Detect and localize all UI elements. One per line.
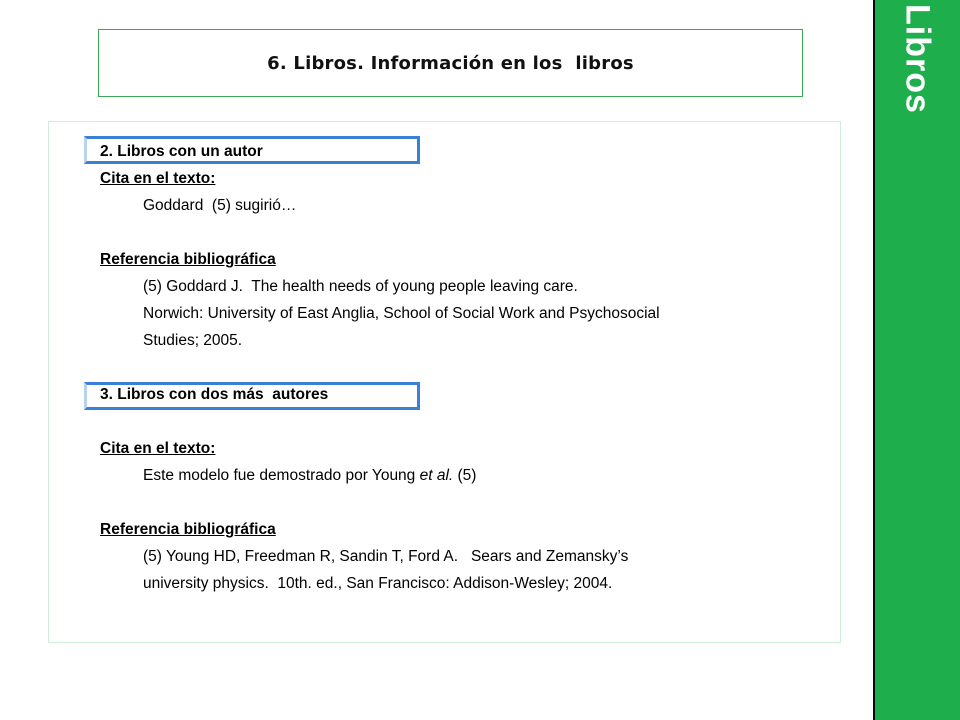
reference-line: university physics. 10th. ed., San Francisco: Addison-Wesley; 2004. bbox=[143, 575, 613, 592]
cita-text-part: Este modelo fue demostrado por Young bbox=[143, 467, 420, 484]
side-label: Libros bbox=[898, 4, 937, 114]
referencia-label: Referencia bibliográfica bbox=[100, 521, 276, 538]
cita-text-part: (5) bbox=[453, 467, 477, 484]
section-heading: 3. Libros con dos más autores bbox=[100, 386, 329, 403]
side-bar bbox=[873, 0, 960, 720]
cita-text-italic: et al. bbox=[419, 467, 454, 484]
cita-text bbox=[143, 467, 476, 485]
title-box bbox=[98, 29, 803, 97]
cita-label: Cita en el texto: bbox=[100, 170, 216, 187]
referencia-label: Referencia bibliográfica bbox=[100, 251, 276, 268]
reference-line: (5) Goddard J. The health needs of young people leaving care. bbox=[143, 278, 578, 295]
cita-label: Cita en el texto: bbox=[100, 440, 216, 457]
slide-title: 6. Libros. Información en los libros bbox=[267, 52, 634, 74]
reference-line: Studies; 2005. bbox=[143, 332, 243, 349]
cita-text: Goddard (5) sugirió… bbox=[143, 197, 297, 214]
reference-line: Norwich: University of East Anglia, School of Social Work and Psychosocial bbox=[143, 305, 660, 322]
reference-line: (5) Young HD, Freedman R, Sandin T, Ford A. Sears and Zemansky’s bbox=[143, 548, 629, 565]
section-heading: 2. Libros con un autor bbox=[100, 143, 263, 160]
